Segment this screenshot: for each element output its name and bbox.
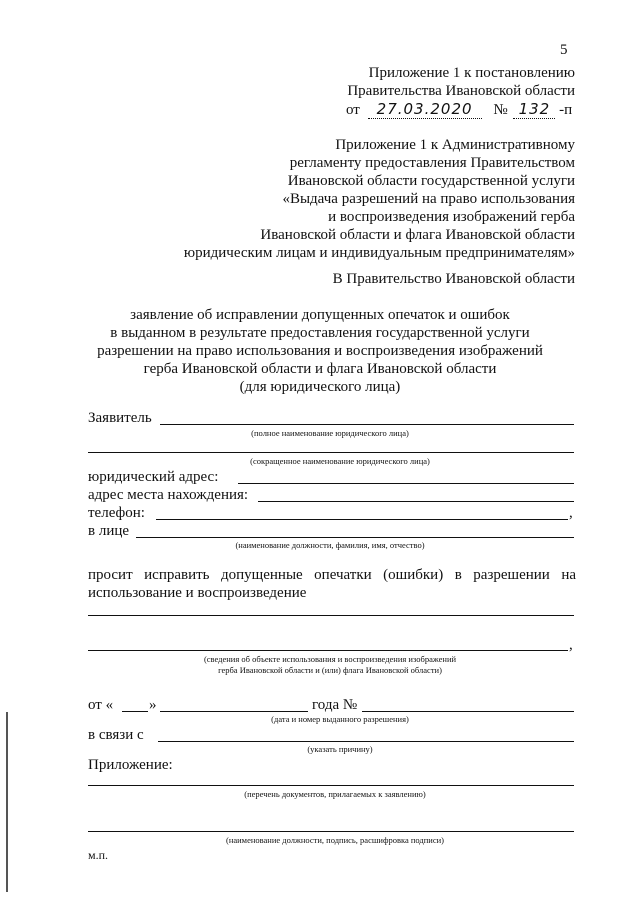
title-line: в выданном в результате предоставления государственной услуги <box>110 325 530 341</box>
handwritten-date: 27.03.2020 <box>368 100 482 119</box>
request-text: просит исправить допущенные опечатки (ошибки) в разрешении на использование и воспроизведение <box>88 567 576 601</box>
addressee: В Правительство Ивановской области <box>332 271 575 287</box>
annex-regulation-line: Приложение 1 к Административному <box>335 137 575 153</box>
object-field-line1[interactable] <box>88 615 574 616</box>
location-address-field[interactable] <box>258 501 574 502</box>
reason-label: в связи с <box>88 727 144 743</box>
person-caption: (наименование должности, фамилия, имя, отчество) <box>235 540 425 550</box>
page-number: 5 <box>560 42 568 58</box>
stamp-label: м.п. <box>88 848 109 862</box>
date-number-caption: (дата и номер выданного разрешения) <box>271 714 409 724</box>
person-field[interactable] <box>136 537 574 538</box>
title-line: заявление об исправлении допущенных опечаток и ошибок <box>130 307 510 323</box>
application-title <box>60 306 580 396</box>
applicant-short-name-field[interactable] <box>88 452 574 453</box>
title-line: герба Ивановской области и флага Ивановской области <box>143 361 497 377</box>
handwritten-number: 132 <box>513 100 555 119</box>
legal-address-label: юридический адрес: <box>88 469 219 485</box>
attachment-field[interactable] <box>88 785 574 786</box>
attachment-caption: (перечень документов, прилагаемых к заявлению) <box>244 789 426 799</box>
number-suffix: -п <box>559 102 573 118</box>
number-label: № <box>493 102 508 118</box>
annex-decree-date-row <box>346 100 586 120</box>
margin-scan-mark <box>6 712 8 892</box>
reason-field[interactable] <box>158 741 574 742</box>
title-line: (для юридического лица) <box>239 379 401 395</box>
annex-regulation-line: Ивановской области государственной услуги <box>287 173 575 189</box>
title-line: разрешении на право использования и воспроизведения изображений <box>97 343 543 359</box>
annex-regulation-line: регламенту предоставления Правительством <box>289 155 575 171</box>
location-address-label: адрес места нахождения: <box>88 487 249 503</box>
object-comma: , <box>569 637 573 653</box>
annex-regulation-line: юридическим лицам и индивидуальным предпринимателям» <box>183 245 575 261</box>
phone-field[interactable] <box>156 519 568 520</box>
reason-caption: (указать причину) <box>307 744 373 754</box>
person-label: в лице <box>88 523 130 539</box>
applicant-label: Заявитель <box>88 410 152 426</box>
annex-regulation-line: и воспроизведения изображений герба <box>328 209 575 225</box>
from-label: от <box>346 102 360 118</box>
phone-label: телефон: <box>88 505 145 521</box>
annex-regulation-line: Ивановской области и флага Ивановской области <box>260 227 575 243</box>
attachment-label: Приложение: <box>88 757 173 773</box>
signature-field[interactable] <box>88 831 574 832</box>
applicant-full-name-field[interactable] <box>160 424 574 425</box>
permit-number-field[interactable] <box>362 711 574 712</box>
object-caption-line1: (сведения об объекте использования и воспроизведения изображений <box>203 654 457 664</box>
day-field[interactable] <box>122 711 148 712</box>
annex-decree-line2: Правительства Ивановской области <box>347 83 575 99</box>
year-number-label: года № <box>312 697 358 713</box>
annex-decree-line1: Приложение 1 к постановлению <box>368 65 575 81</box>
phone-comma: , <box>569 505 573 521</box>
short-name-caption: (сокращенное наименование юридического лица) <box>250 456 430 466</box>
month-year-field[interactable] <box>160 711 308 712</box>
legal-address-field[interactable] <box>238 483 574 484</box>
annex-regulation-line: «Выдача разрешений на право использования <box>282 191 575 207</box>
object-field-line2[interactable] <box>88 650 568 651</box>
object-caption-line2: герба Ивановской области и (или) флага Ивановской области) <box>218 665 442 675</box>
annex-regulation <box>55 136 575 262</box>
signature-caption: (наименование должности, подпись, расшифровка подписи) <box>225 835 444 845</box>
from-close-label: » <box>149 697 157 713</box>
from-open-label: от « <box>88 697 114 713</box>
full-name-caption: (полное наименование юридического лица) <box>251 428 409 438</box>
